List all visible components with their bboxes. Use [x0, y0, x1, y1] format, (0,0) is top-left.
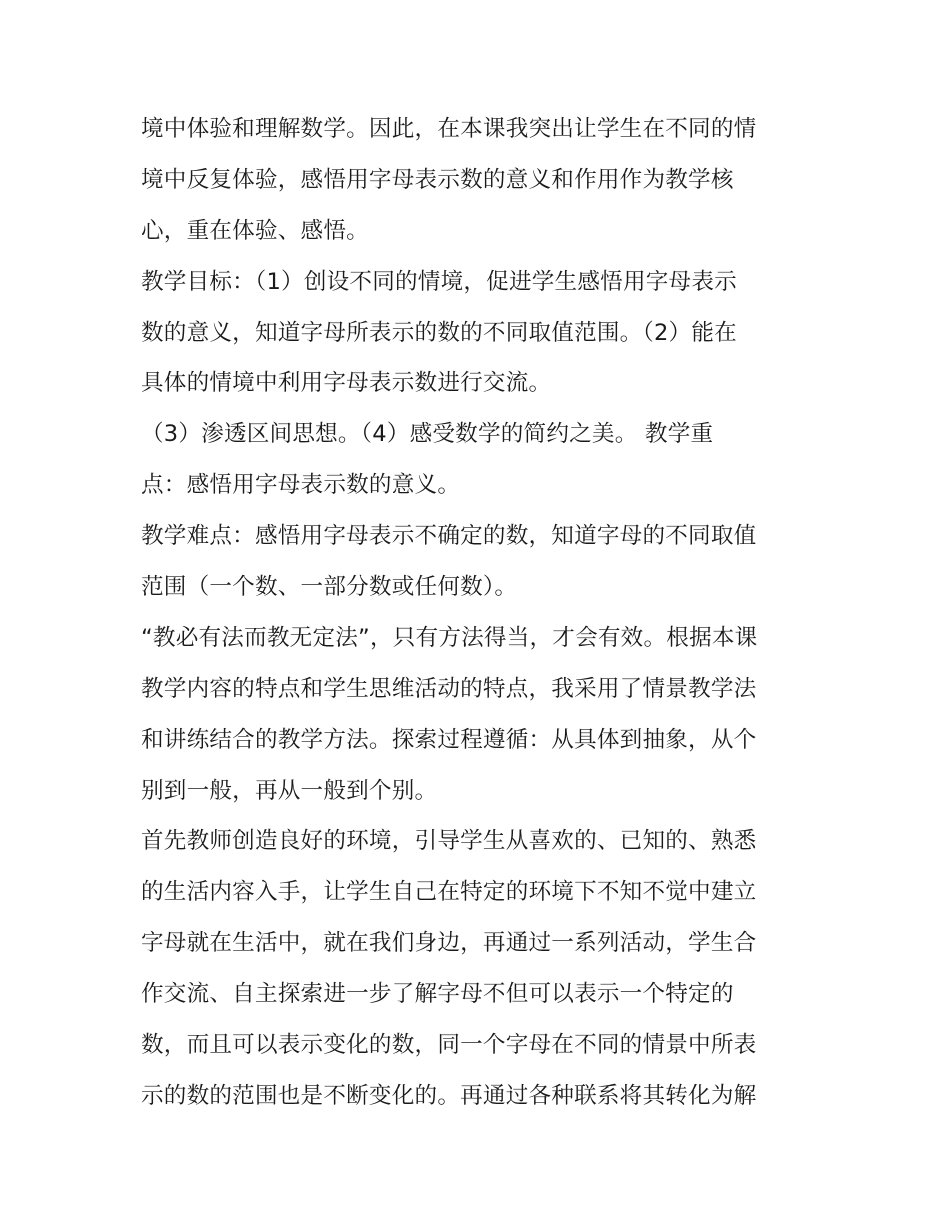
- text-line: 作交流、自主探索进一步了解字母不但可以表示一个特定的: [141, 981, 734, 1008]
- text-line: 和讲练结合的教学方法。探索过程遵循：从具体到抽象，从个: [141, 726, 757, 753]
- text-line: 范围（一个数、一部分数或任何数）。: [141, 574, 518, 601]
- text-line: “教必有法而教无定法”，只有方法得当，才会有效。根据本课: [141, 624, 758, 651]
- text-line: 首先教师创造良好的环境，引导学生从喜欢的、已知的、熟悉: [141, 828, 757, 855]
- text-line: 境中体验和理解数学。因此，在本课我突出让学生在不同的情: [141, 116, 757, 142]
- text-line: 的生活内容入手，让学生自己在特定的环境下不知不觉中建立: [141, 879, 757, 906]
- text-line: 具体的情境中利用字母表示数进行交流。: [141, 370, 552, 397]
- text-line: 别到一般，再从一般到个别。: [141, 777, 438, 804]
- text-line: 教学目标：（1）创设不同的情境，促进学生感悟用字母表示: [141, 268, 737, 295]
- text-line: 示的数的范围也是不断变化的。再通过各种联系将其转化为解: [141, 1082, 757, 1109]
- text-line: 数的意义，知道字母所表示的数的不同取值范围。（2）能在: [141, 319, 737, 346]
- text-line: 点：感悟用字母表示数的意义。: [141, 472, 461, 499]
- text-line: 教学难点：感悟用字母表示不确定的数，知道字母的不同取值: [141, 523, 757, 550]
- body-text: [141, 104, 821, 1122]
- text-line: 数，而且可以表示变化的数，同一个字母在不同的情景中所表: [141, 1032, 757, 1059]
- text-line: （3）渗透区间思想。（4）感受数学的简约之美。 教学重: [141, 421, 714, 448]
- text-line: 境中反复体验，感悟用字母表示数的意义和作用作为教学核: [141, 166, 734, 193]
- text-line: 教学内容的特点和学生思维活动的特点，我采用了情景教学法: [141, 675, 757, 702]
- text-line: 心，重在体验、感悟。: [141, 217, 369, 244]
- text-line: 字母就在生活中，就在我们身边，再通过一系列活动，学生合: [141, 930, 757, 957]
